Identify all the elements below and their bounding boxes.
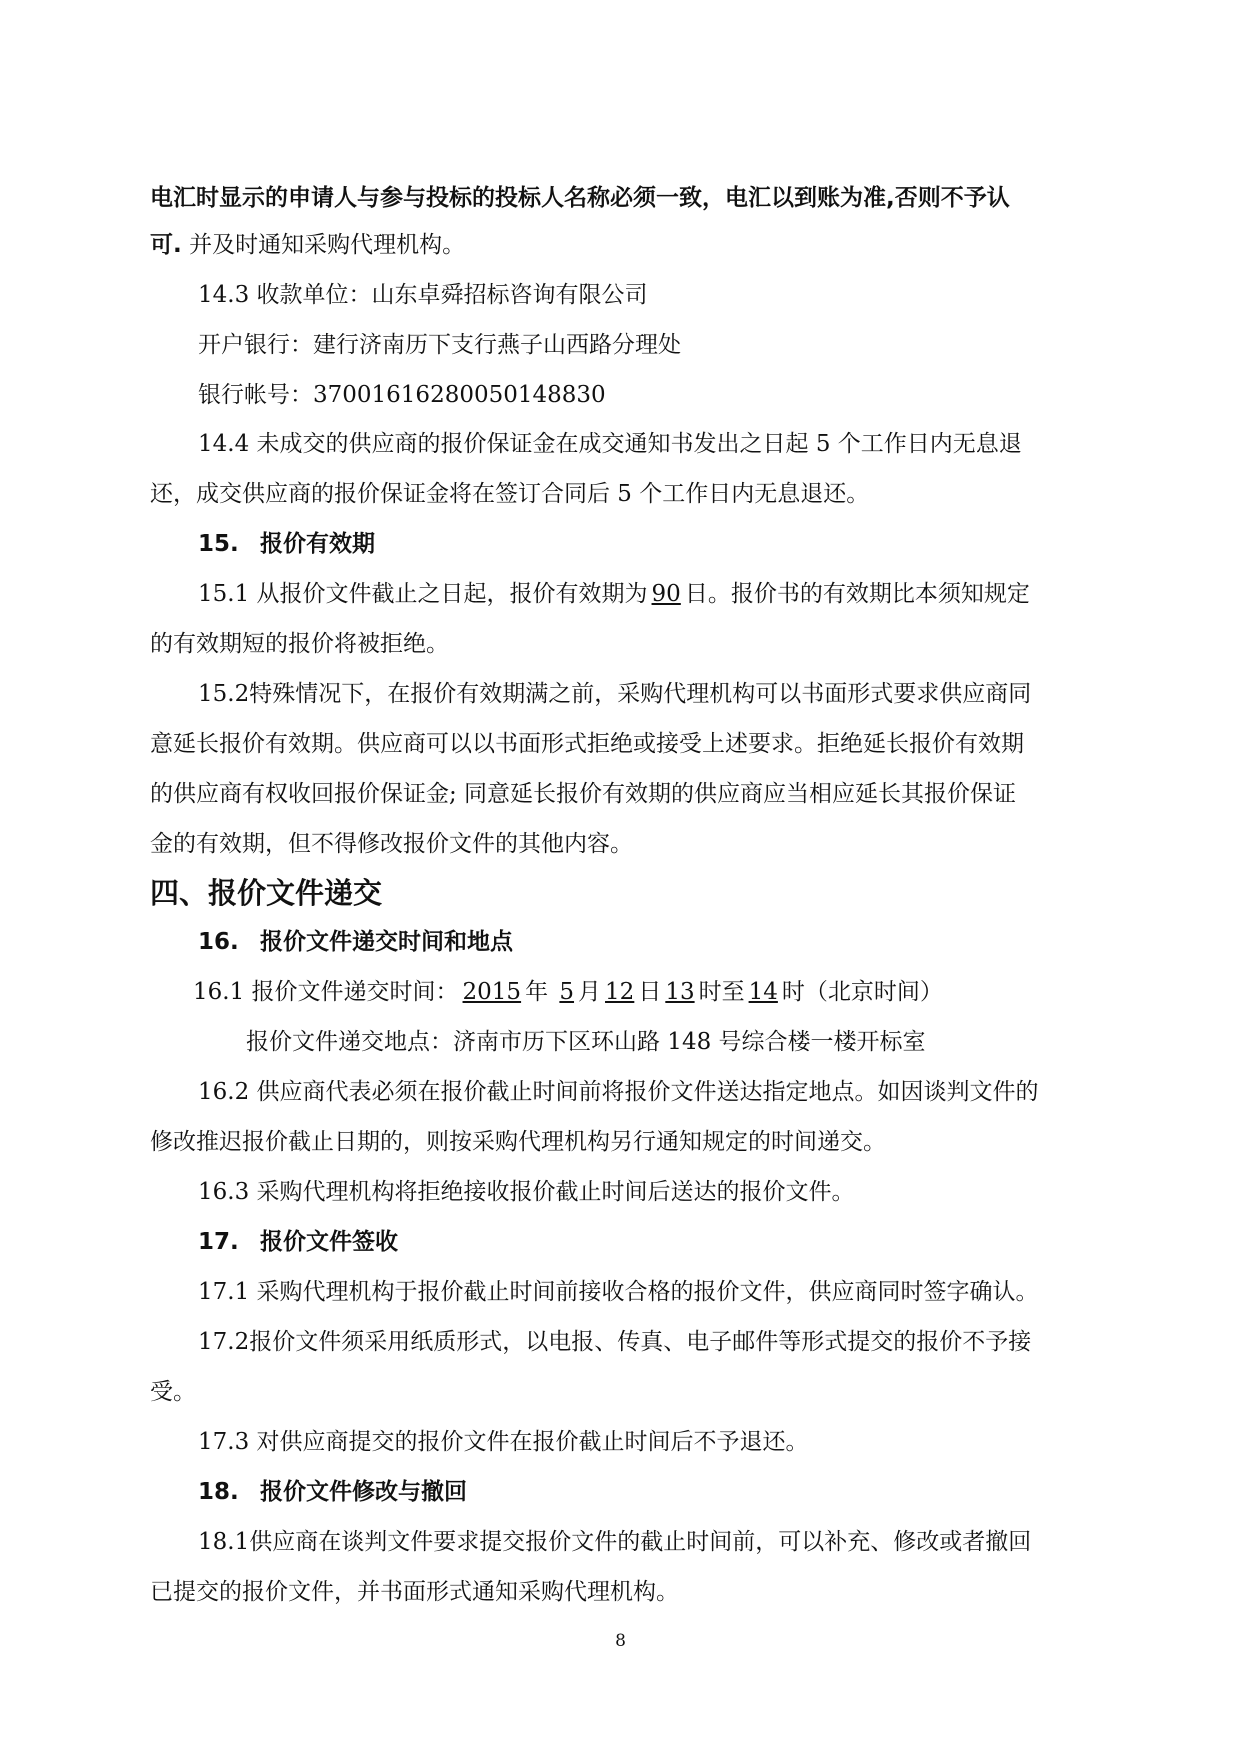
p14-2-line2 xyxy=(150,229,465,261)
section-18-title: 报价文件修改与撤回 xyxy=(260,1479,467,1505)
section-17-num: 17. xyxy=(198,1229,239,1255)
section-18-num: 18. xyxy=(198,1479,239,1505)
p15-1-line2: 的有效期短的报价将被拒绝。 xyxy=(150,631,449,657)
section-17-title: 报价文件签收 xyxy=(260,1229,398,1255)
p18-1-line1: 18.1供应商在谈判文件要求提交报价文件的截止时间前，可以补充、修改或者撤回 xyxy=(198,1529,1032,1555)
unit-day: 日 xyxy=(638,979,662,1005)
p14-2-rest: 并及时通知采购代理机构。 xyxy=(189,232,466,258)
p14-2-bold: 可. xyxy=(150,232,182,258)
submit-hour-to: 14 xyxy=(748,979,778,1005)
p18-1-line2: 已提交的报价文件，并书面形式通知采购代理机构。 xyxy=(150,1579,679,1605)
p14-3-payee: 14.3 收款单位：山东卓舜招标咨询有限公司 xyxy=(198,282,648,308)
p16-2-line1: 16.2 供应商代表必须在报价截止时间前将报价文件送达指定地点。如因谈判文件的 xyxy=(198,1079,1039,1105)
unit-month: 月 xyxy=(578,979,602,1005)
validity-days: 90 xyxy=(651,581,681,607)
section-15-heading xyxy=(198,528,375,560)
page-number: 8 xyxy=(615,1631,626,1651)
section-15-num: 15. xyxy=(198,531,239,557)
section-16-title: 报价文件递交时间和地点 xyxy=(260,929,513,955)
unit-hour-to: 时至 xyxy=(698,979,745,1005)
p14-3-account: 银行帐号：37001616280050148830 xyxy=(198,382,606,408)
section-16-heading xyxy=(198,926,513,958)
section-15-title: 报价有效期 xyxy=(260,531,375,557)
p16-1-prefix: 16.1 报价文件递交时间： xyxy=(193,979,459,1005)
submit-day: 12 xyxy=(605,979,635,1005)
section-16-num: 16. xyxy=(198,929,239,955)
p16-1-time xyxy=(193,976,943,1008)
section-18-heading xyxy=(198,1476,467,1508)
submit-hour-from: 13 xyxy=(665,979,695,1005)
p17-2-line1: 17.2报价文件须采用纸质形式，以电报、传真、电子邮件等形式提交的报价不予接 xyxy=(198,1329,1032,1355)
p15-1-text-b: 日。报价书的有效期比本须知规定 xyxy=(684,581,1030,607)
p16-1-location: 报价文件递交地点：济南市历下区环山路 148 号综合楼一楼开标室 xyxy=(246,1029,926,1055)
p15-2-line3: 的供应商有权收回报价保证金; 同意延长报价有效期的供应商应当相应延长其报价保证 xyxy=(150,781,1017,807)
p14-4-line2: 还，成交供应商的报价保证金将在签订合同后 5 个工作日内无息退还。 xyxy=(150,481,870,507)
p14-2-line1: 电汇时显示的申请人与参与投标的投标人名称必须一致，电汇以到账为准,否则不予认 xyxy=(150,185,1010,211)
p16-3: 16.3 采购代理机构将拒绝接收报价截止时间后送达的报价文件。 xyxy=(198,1179,855,1205)
p16-2-line2: 修改推迟报价截止日期的，则按采购代理机构另行通知规定的时间递交。 xyxy=(150,1129,886,1155)
submit-month: 5 xyxy=(559,979,575,1005)
p15-2-line4: 金的有效期，但不得修改报价文件的其他内容。 xyxy=(150,831,633,857)
chapter-4-heading: 四、报价文件递交 xyxy=(150,876,383,910)
p17-3: 17.3 对供应商提交的报价文件在报价截止时间后不予退还。 xyxy=(198,1429,809,1455)
p17-2-line2: 受。 xyxy=(150,1379,196,1405)
unit-year: 年 xyxy=(525,979,549,1005)
submit-year: 2015 xyxy=(462,979,522,1005)
unit-end: 时（北京时间） xyxy=(781,979,943,1005)
p15-2-line2: 意延长报价有效期。供应商可以以书面形式拒绝或接受上述要求。拒绝延长报价有效期 xyxy=(150,731,1024,757)
p15-1-line1 xyxy=(198,578,1030,610)
p14-4-line1: 14.4 未成交的供应商的报价保证金在成交通知书发出之日起 5 个工作日内无息退 xyxy=(198,431,1022,457)
p17-1: 17.1 采购代理机构于报价截止时间前接收合格的报价文件，供应商同时签字确认。 xyxy=(198,1279,1039,1305)
p14-3-bank: 开户银行：建行济南历下支行燕子山西路分理处 xyxy=(198,332,681,358)
p15-2-line1: 15.2特殊情况下，在报价有效期满之前，采购代理机构可以书面形式要求供应商同 xyxy=(198,681,1032,707)
section-17-heading xyxy=(198,1226,398,1258)
p15-1-text-a: 15.1 从报价文件截止之日起，报价有效期为 xyxy=(198,581,648,607)
